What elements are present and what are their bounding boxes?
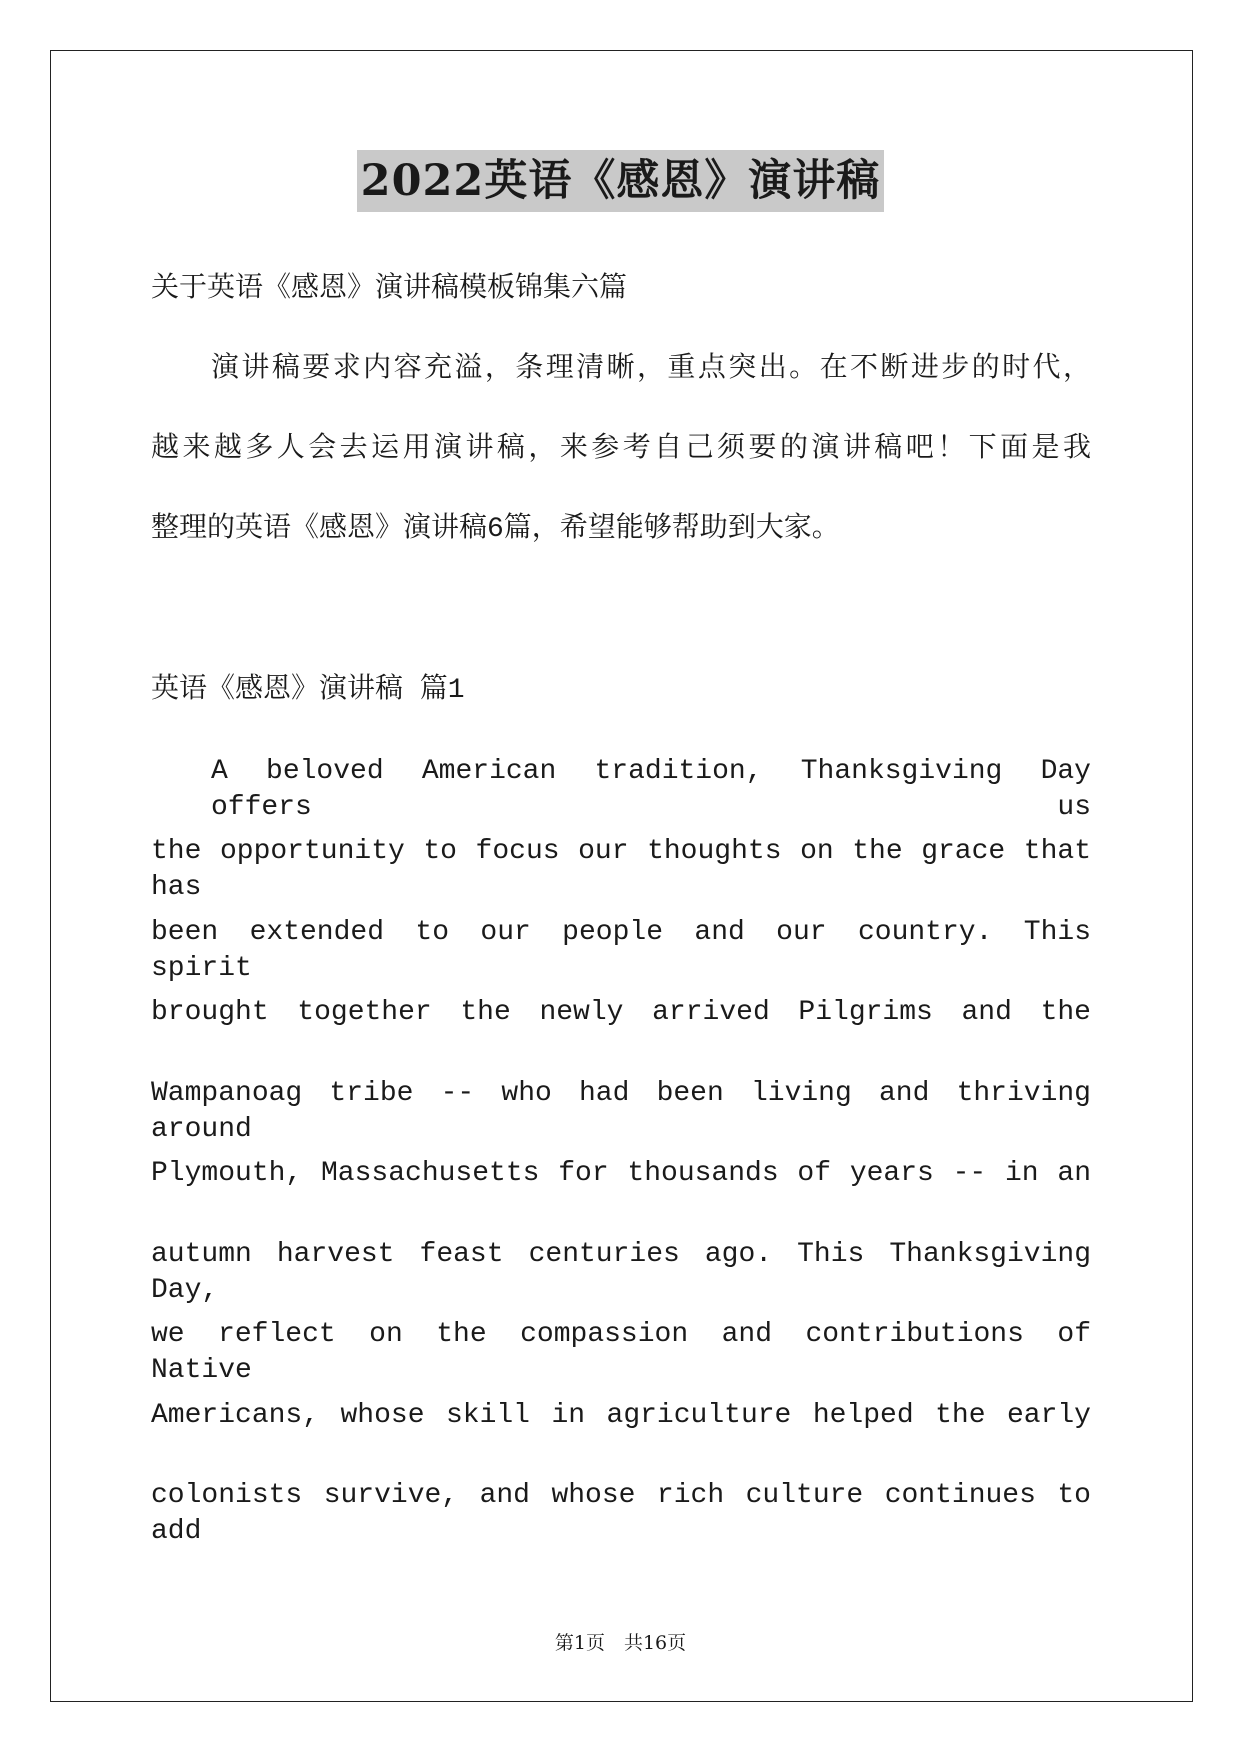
body-line: the opportunity to focus our thoughts on the grace that has [151, 836, 1091, 903]
body-line: Wampanoag tribe -- who had been living and thriving around [151, 1078, 1091, 1145]
page-number-footer: 第1页 共16页 [554, 1632, 687, 1654]
intro-line: 整理的英语《感恩》演讲稿6篇，希望能够帮助到大家。 [151, 514, 840, 545]
body-line: we reflect on the compassion and contributions of Native [151, 1319, 1091, 1386]
body-line: been extended to our people and our country. This spirit [151, 917, 1091, 984]
body-line: brought together the newly arrived Pilgrims and the [151, 997, 1091, 1028]
document-title-container [0, 150, 1241, 212]
body-line: autumn harvest feast centuries ago. This Thanksgiving Day, [151, 1239, 1091, 1306]
body-line: colonists survive, and whose rich culture continues to add [151, 1480, 1091, 1547]
section-heading: 英语《感恩》演讲稿 篇1 [151, 675, 465, 706]
document-title: 2022英语《感恩》演讲稿 [357, 150, 885, 212]
body-line: A beloved American tradition, Thanksgiving Day offers us [211, 756, 1091, 823]
body-line: Americans, whose skill in agriculture helped the early [151, 1400, 1091, 1431]
intro-line: 演讲稿要求内容充溢，条理清晰，重点突出。在不断进步的时代， [211, 354, 1091, 385]
intro-line: 越来越多人会去运用演讲稿，来参考自己须要的演讲稿吧！下面是我 [151, 434, 1091, 465]
document-subtitle: 关于英语《感恩》演讲稿模板锦集六篇 [151, 274, 628, 305]
body-line: Plymouth, Massachusetts for thousands of years -- in an [151, 1158, 1091, 1189]
